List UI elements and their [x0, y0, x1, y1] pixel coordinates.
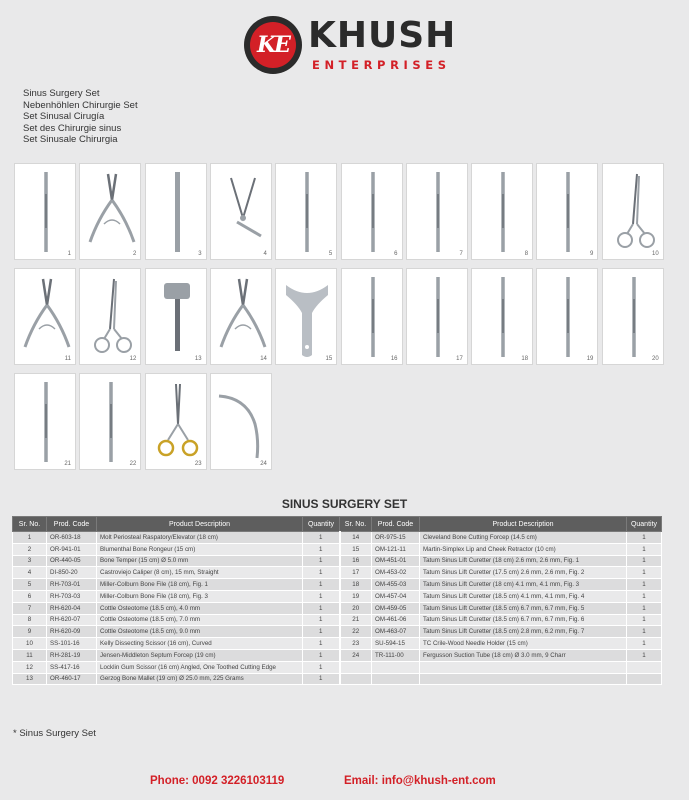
table-row — [13, 649, 662, 661]
table-row — [13, 555, 662, 567]
cell-sr-no: 4 — [13, 567, 47, 579]
cell-prod-code: RH-620-09 — [47, 626, 97, 638]
tile-number: 3 — [198, 251, 202, 257]
product-tile — [406, 163, 468, 260]
cell-description: Miller-Colburn Bone File (18 cm), Fig. 3 — [97, 590, 303, 602]
cell-description: Castroviejo Caliper (8 cm), 15 mm, Straight — [97, 567, 303, 579]
sinus-lift-curette-icon — [80, 374, 142, 471]
cell-prod-code: RH-620-07 — [47, 614, 97, 626]
logo-badge — [244, 16, 302, 74]
cell-prod-code: OR-440-05 — [47, 555, 97, 567]
set-title-translations — [23, 88, 138, 146]
cell-prod-code: RH-620-04 — [47, 602, 97, 614]
product-tile — [471, 163, 533, 260]
cell-quantity: 1 — [627, 626, 662, 638]
table-row — [13, 614, 662, 626]
tile-number: 8 — [524, 251, 529, 257]
cell-prod-code: RH-281-19 — [47, 649, 97, 661]
contact-email[interactable]: Email: info@khush-ent.com — [344, 775, 496, 787]
cell-description: Jensen-Middleton Septum Forcep (19 cm) — [97, 649, 303, 661]
col-header-prod-code: Prod. Code — [47, 517, 97, 532]
cell-sr-no: 22 — [340, 626, 372, 638]
cell-sr-no: 9 — [13, 626, 47, 638]
septum-forcep-icon — [15, 269, 77, 366]
sinus-lift-curette-icon — [603, 269, 665, 366]
cell-quantity: 1 — [303, 649, 340, 661]
cell-sr-no: 7 — [13, 602, 47, 614]
cell-sr-no: 20 — [340, 602, 372, 614]
product-table — [12, 516, 662, 685]
cell-sr-no: 21 — [340, 614, 372, 626]
cell-sr-no: 6 — [13, 590, 47, 602]
cell-prod-code: OR-941-01 — [47, 543, 97, 555]
osteotome-icon — [472, 164, 534, 261]
table-row — [13, 567, 662, 579]
col-header-description: Product Description — [97, 517, 303, 532]
sinus-lift-curette-icon — [342, 269, 404, 366]
col-header-quantity: Quantity — [303, 517, 340, 532]
col-header-sr-no: Sr. No. — [13, 517, 47, 532]
retractor-icon — [276, 269, 338, 366]
tile-number: 10 — [652, 251, 659, 257]
product-tile — [471, 268, 533, 365]
product-tile — [79, 163, 141, 260]
double-ended-elevator-icon — [15, 164, 77, 261]
product-tile — [14, 163, 76, 260]
cell-quantity: 1 — [627, 602, 662, 614]
table-row — [13, 579, 662, 591]
cell-prod-code: OR-603-18 — [47, 532, 97, 544]
table-row — [13, 532, 662, 544]
cell-description: Tatum Sinus Lift Curetter (18 cm) 2.6 mm, 2.6 mm, Fig. 1 — [420, 555, 627, 567]
product-tile — [341, 268, 403, 365]
mallet-icon — [146, 269, 208, 366]
cell-description — [420, 673, 627, 685]
cell-quantity: 1 — [627, 567, 662, 579]
cell-quantity: 1 — [303, 543, 340, 555]
cell-prod-code: OM-463-07 — [372, 626, 420, 638]
cell-prod-code: RH-703-01 — [47, 579, 97, 591]
cell-sr-no: 3 — [13, 555, 47, 567]
cell-prod-code: OM-453-02 — [372, 567, 420, 579]
table-header-row — [13, 517, 662, 532]
tile-number: 9 — [590, 251, 594, 257]
cell-sr-no: 5 — [13, 579, 47, 591]
product-tile — [210, 373, 272, 470]
table-title: SINUS SURGERY SET — [281, 497, 408, 511]
tile-number: 20 — [652, 356, 659, 362]
col-header-prod-code: Prod. Code — [372, 517, 420, 532]
table-row — [13, 638, 662, 650]
product-tile — [79, 373, 141, 470]
cell-description: Locklin Gum Scissor (16 cm) Angled, One Toothed Cutting Edge — [97, 661, 303, 673]
product-tile — [275, 268, 337, 365]
cell-sr-no: 23 — [340, 638, 372, 650]
tile-number: 7 — [459, 251, 463, 257]
product-tile — [14, 373, 76, 470]
cell-quantity: 1 — [303, 567, 340, 579]
tile-number: 18 — [521, 356, 529, 362]
cell-prod-code: OR-975-15 — [372, 532, 420, 544]
cell-prod-code: OR-460-17 — [47, 673, 97, 685]
tile-number: 24 — [260, 461, 267, 467]
cell-sr-no: 13 — [13, 673, 47, 685]
cell-sr-no: 17 — [340, 567, 372, 579]
cell-prod-code: SU-594-15 — [372, 638, 420, 650]
tile-number: 14 — [260, 356, 267, 362]
cell-quantity: 1 — [303, 532, 340, 544]
col-header-description: Product Description — [420, 517, 627, 532]
product-tile — [145, 268, 207, 365]
table-row — [13, 661, 662, 673]
cell-sr-no: 12 — [13, 661, 47, 673]
cell-sr-no: 19 — [340, 590, 372, 602]
subtitle-line: Set des Chirurgie sinus — [23, 122, 122, 134]
cell-sr-no: 1 — [13, 532, 47, 544]
cell-quantity — [627, 661, 662, 673]
cell-quantity: 1 — [627, 590, 662, 602]
cell-quantity: 1 — [303, 614, 340, 626]
cell-sr-no: 14 — [340, 532, 372, 544]
scissor-icon — [603, 164, 665, 261]
product-tile — [210, 268, 272, 365]
subtitle-line: Set Sinusal Cirugía — [23, 111, 105, 123]
cell-prod-code: DI-850-20 — [47, 567, 97, 579]
cell-sr-no: 15 — [340, 543, 372, 555]
tile-number: 11 — [64, 356, 71, 362]
product-tile — [210, 163, 272, 260]
tile-number: 19 — [586, 356, 594, 362]
tile-number: 1 — [67, 251, 71, 257]
cell-description: Tatum Sinus Lift Curetter (18.5 cm) 6.7 mm, 6.7 mm, Fig. 6 — [420, 614, 627, 626]
cell-description: TC Crile-Wood Needle Holder (15 cm) — [420, 638, 627, 650]
company-logo — [240, 14, 470, 76]
bone-file-icon — [342, 164, 404, 261]
subtitle-line: Nebenhöhlen Chirurgie Set — [23, 99, 138, 111]
osteotome-icon — [537, 164, 599, 261]
cell-quantity: 1 — [303, 555, 340, 567]
bone-cutting-forcep-icon — [211, 269, 273, 366]
cell-sr-no — [340, 673, 372, 685]
bone-tamper-icon — [146, 164, 208, 261]
cell-description: Cottle Osteotome (18.5 cm), 7.0 mm — [97, 614, 303, 626]
brand-name: KHUSH — [308, 15, 457, 56]
caliper-icon — [211, 164, 273, 261]
angled-scissor-icon — [80, 269, 142, 366]
rongeur-icon — [80, 164, 142, 261]
cell-quantity: 1 — [627, 638, 662, 650]
cell-description: Miller-Colburn Bone File (18 cm), Fig. 1 — [97, 579, 303, 591]
cell-description: Tatum Sinus Lift Curetter (18 cm) 4.1 mm, 4.1 mm, Fig. 3 — [420, 579, 627, 591]
osteotome-icon — [407, 164, 469, 261]
bone-file-icon — [276, 164, 338, 261]
cell-prod-code: SS-417-16 — [47, 661, 97, 673]
cell-prod-code: SS-101-16 — [47, 638, 97, 650]
cell-prod-code — [372, 661, 420, 673]
product-tile — [602, 268, 664, 365]
cell-description: Cleveland Bone Cutting Forcep (14.5 cm) — [420, 532, 627, 544]
cell-quantity: 1 — [303, 661, 340, 673]
cell-description — [420, 661, 627, 673]
tile-number: 21 — [64, 461, 71, 467]
tile-number: 12 — [129, 356, 137, 362]
product-tile — [602, 163, 664, 260]
cell-prod-code: OM-459-05 — [372, 602, 420, 614]
tile-number: 17 — [456, 356, 463, 362]
tile-number: 5 — [328, 251, 333, 257]
cell-prod-code: OM-451-01 — [372, 555, 420, 567]
cell-quantity: 1 — [303, 590, 340, 602]
cell-prod-code: OM-457-04 — [372, 590, 420, 602]
cell-description: Tatum Sinus Lift Curetter (17.5 cm) 2.6 mm, 2.6 mm, Fig. 2 — [420, 567, 627, 579]
subtitle-line: Set Sinusale Chirurgia — [23, 134, 118, 146]
subtitle-line: Sinus Surgery Set — [23, 88, 100, 99]
cell-sr-no — [340, 661, 372, 673]
tile-number: 23 — [194, 461, 202, 467]
cell-quantity: 1 — [303, 638, 340, 650]
tile-number: 22 — [129, 461, 137, 467]
product-tile — [406, 268, 468, 365]
cell-description: Molt Periosteal Raspatory/Elevator (18 cm) — [97, 532, 303, 544]
table-row — [13, 543, 662, 555]
footnote: * Sinus Surgery Set — [13, 728, 96, 739]
logo-badge-text: KE — [250, 22, 296, 68]
cell-description: Bone Temper (15 cm) Ø 5.0 mm — [97, 555, 303, 567]
product-tile — [145, 163, 207, 260]
cell-prod-code — [372, 673, 420, 685]
cell-quantity: 1 — [303, 602, 340, 614]
suction-tube-icon — [211, 374, 273, 471]
product-tile — [79, 268, 141, 365]
cell-quantity: 1 — [627, 649, 662, 661]
cell-description: Tatum Sinus Lift Curetter (18.5 cm) 2.8 mm, 6.2 mm, Fig. 7 — [420, 626, 627, 638]
cell-description: Tatum Sinus Lift Curetter (18.5 cm) 6.7 mm, 6.7 mm, Fig. 5 — [420, 602, 627, 614]
cell-sr-no: 24 — [340, 649, 372, 661]
cell-prod-code: OM-461-06 — [372, 614, 420, 626]
sinus-lift-curette-icon — [15, 374, 77, 471]
table-row — [13, 602, 662, 614]
product-tile — [536, 163, 598, 260]
product-tile — [275, 163, 337, 260]
needle-holder-icon — [146, 374, 208, 471]
cell-quantity: 1 — [627, 579, 662, 591]
cell-prod-code: OM-121-11 — [372, 543, 420, 555]
tile-number: 16 — [390, 356, 398, 362]
cell-sr-no: 16 — [340, 555, 372, 567]
tile-number: 2 — [132, 251, 137, 257]
cell-description: Cottle Osteotome (18.5 cm), 4.0 mm — [97, 602, 303, 614]
table-row — [13, 590, 662, 602]
tile-number: 4 — [263, 251, 267, 257]
cell-prod-code: TR-111-00 — [372, 649, 420, 661]
cell-description: Kelly Dissecting Scissor (16 cm), Curved — [97, 638, 303, 650]
cell-quantity: 1 — [627, 543, 662, 555]
cell-sr-no: 10 — [13, 638, 47, 650]
tile-number: 13 — [194, 356, 202, 362]
product-tile — [341, 163, 403, 260]
product-tile — [536, 268, 598, 365]
brand-tagline: ENTERPRISES — [312, 58, 451, 72]
cell-prod-code: RH-703-03 — [47, 590, 97, 602]
cell-sr-no: 2 — [13, 543, 47, 555]
cell-quantity: 1 — [303, 626, 340, 638]
sinus-lift-curette-icon — [537, 269, 599, 366]
cell-quantity — [627, 673, 662, 685]
cell-description: Blumenthal Bone Rongeur (15 cm) — [97, 543, 303, 555]
cell-description: Martin-Simplex Lip and Cheek Retractor (10 cm) — [420, 543, 627, 555]
cell-sr-no: 8 — [13, 614, 47, 626]
cell-description: Gerzog Bone Mallet (19 cm) Ø 25.0 mm, 225 Grams — [97, 673, 303, 685]
cell-description: Fergusson Suction Tube (18 cm) Ø 3.0 mm, 9 Charr — [420, 649, 627, 661]
sinus-lift-curette-icon — [407, 269, 469, 366]
tile-number: 6 — [394, 251, 398, 257]
cell-quantity: 1 — [627, 532, 662, 544]
cell-sr-no: 18 — [340, 579, 372, 591]
sinus-lift-curette-icon — [472, 269, 534, 366]
cell-quantity: 1 — [303, 579, 340, 591]
col-header-sr-no: Sr. No. — [340, 517, 372, 532]
product-tile — [14, 268, 76, 365]
col-header-quantity: Quantity — [627, 517, 662, 532]
table-row — [13, 673, 662, 685]
tile-number: 15 — [325, 356, 333, 362]
cell-prod-code: OM-455-03 — [372, 579, 420, 591]
cell-description: Cottle Osteotome (18.5 cm), 9.0 mm — [97, 626, 303, 638]
product-tile — [145, 373, 207, 470]
cell-quantity: 1 — [627, 555, 662, 567]
cell-quantity: 1 — [627, 614, 662, 626]
cell-quantity: 1 — [303, 673, 340, 685]
table-row — [13, 626, 662, 638]
cell-description: Tatum Sinus Lift Curetter (18.5 cm) 4.1 mm, 4.1 mm, Fig. 4 — [420, 590, 627, 602]
contact-phone[interactable]: Phone: 0092 3226103119 — [150, 775, 285, 787]
cell-sr-no: 11 — [13, 649, 47, 661]
